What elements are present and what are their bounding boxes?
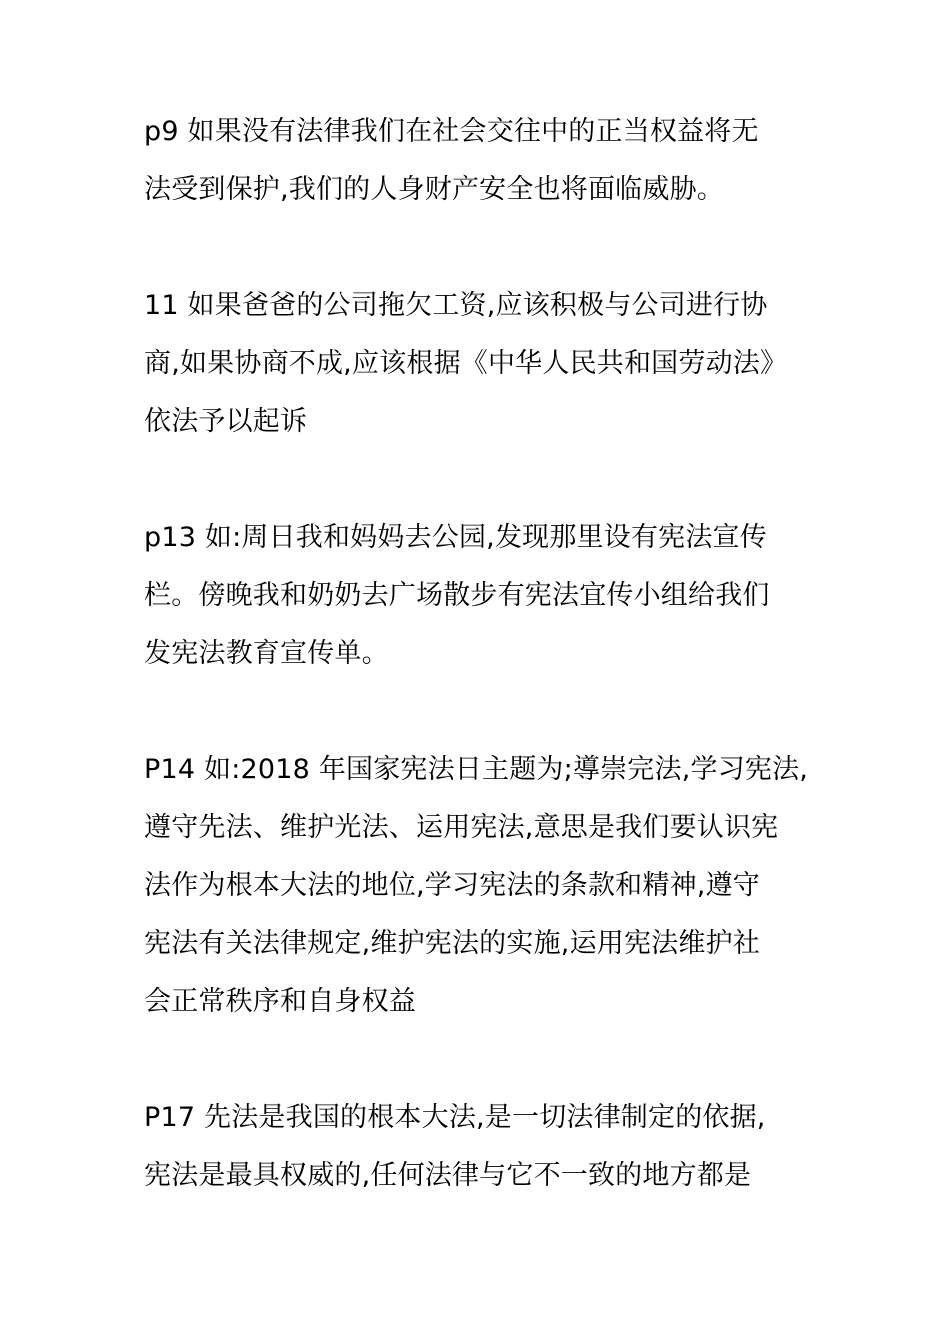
paragraph-p13: [144, 509, 819, 683]
paragraph-p9: [144, 103, 819, 219]
text-line: p9 如果没有法律我们在社会交往中的正当权益将无: [144, 116, 759, 147]
text-line: p13 如:周日我和妈妈去公园,发现那里设有宪法宣传: [144, 522, 767, 553]
text-line: 宪法有关法律规定,维护宪法的实施,运用宪法维护社: [144, 928, 760, 959]
paragraph-gap: [144, 219, 819, 277]
paragraph-p14: [144, 741, 819, 1031]
text-line: 商,如果协商不成,应该根据《中华人民共和国劳动法》: [144, 348, 788, 379]
text-line: 发宪法教育宣传单。: [144, 638, 389, 669]
text-line: 11 如果爸爸的公司拖欠工资,应该积极与公司进行协: [144, 290, 768, 321]
paragraph-gap: [144, 683, 819, 741]
paragraph-11: [144, 277, 819, 451]
paragraph-gap: [144, 451, 819, 509]
text-line: 法作为根本大法的地位,学习宪法的条款和精神,遵守: [144, 870, 760, 901]
text-line: 宪法是最具权威的,任何法律与它不一致的地方都是: [144, 1160, 752, 1191]
text-line: 栏。傍晚我和奶奶去广场散步有宪法宜传小组给我们: [144, 580, 770, 611]
document-body: [144, 103, 819, 1205]
text-line: P14 如:2018 年国家宪法日主题为;導崇完法,学习宪法,: [144, 754, 809, 785]
text-line: 依法予以起诉: [144, 406, 308, 437]
text-line: 法受到保护,我们的人身财产安全也将面临威胁。: [144, 174, 724, 205]
paragraph-gap: [144, 1031, 819, 1089]
paragraph-p17: [144, 1089, 819, 1205]
text-line: P17 先法是我国的根本大法,是一切法律制定的依据,: [144, 1102, 766, 1133]
text-line: 遵守先法、维护光法、运用宪法,意思是我们要认识宪: [144, 812, 779, 843]
text-line: 会正常秩序和自身权益: [144, 986, 416, 1017]
